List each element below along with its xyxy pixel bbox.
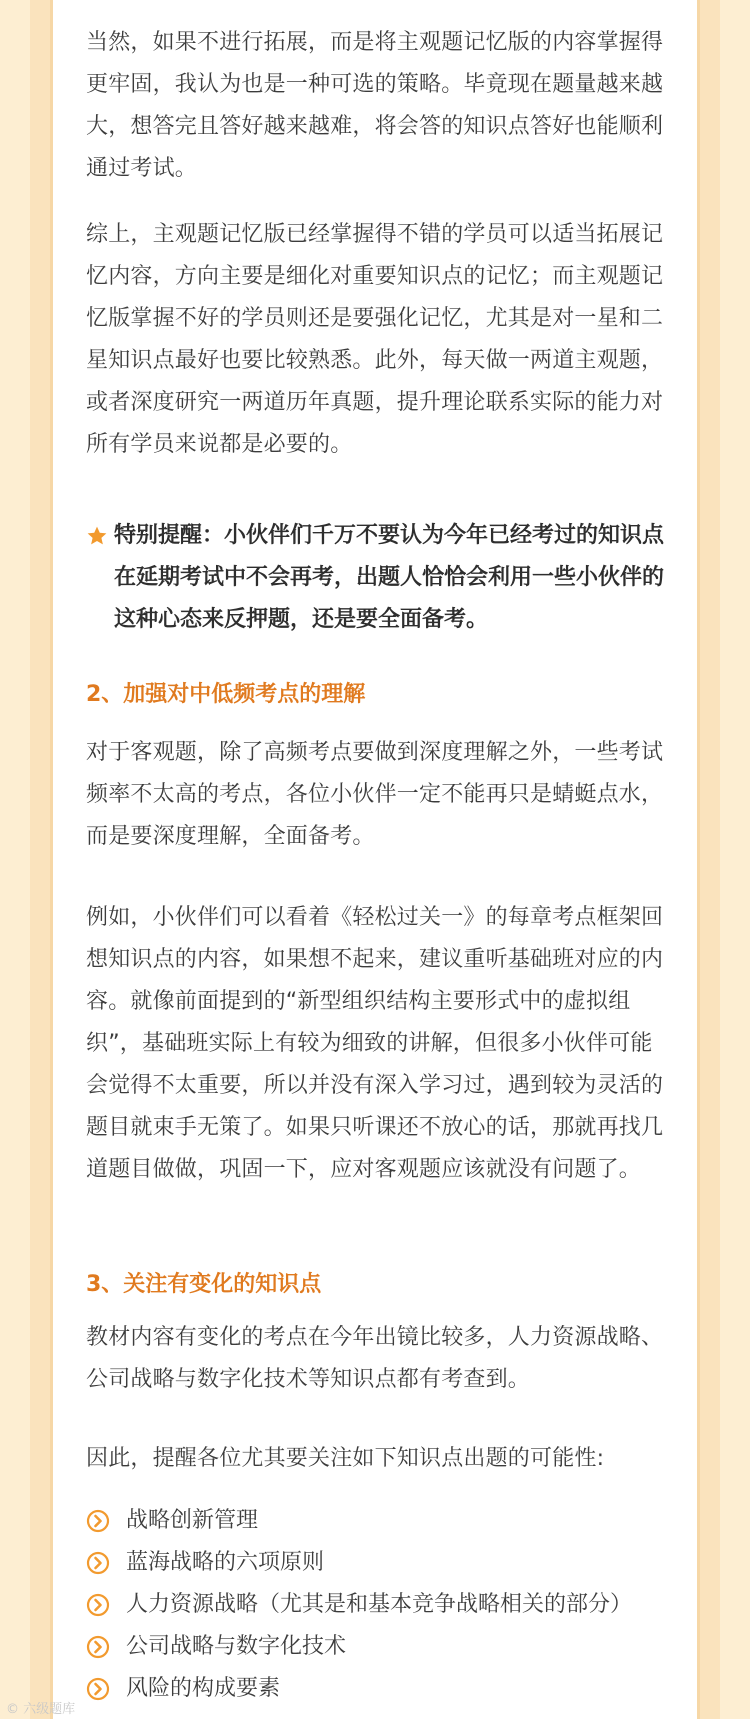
- callout-body: 小伙伴们千万不要认为今年已经考过的知识点在延期考试中不会再考，出题人恰恰会利用一些小伙伴的这种心态来反押题，还是要全面备考。: [114, 523, 665, 632]
- list-item-label: 蓝海战略的六项原则: [126, 1550, 325, 1575]
- right-border-line: [697, 0, 700, 1719]
- section-heading-3: 3、关注有变化的知识点: [86, 1272, 322, 1297]
- list-item: [86, 1584, 676, 1626]
- knowledge-point-list: [86, 1500, 676, 1710]
- star-icon: [86, 525, 108, 547]
- paragraph-example: 例如，小伙伴们可以看着《轻松过关一》的每章考点框架回想知识点的内容，如果想不起来，建议重听基础班对应的内容。就像前面提到的“新型组织结构主要形式中的虚拟组织”，基础班实际上有较为细致的讲解，但很多小伙伴可能会觉得不太重要，所以并没有深入学习过，遇到较为灵活的题目就束手无策了。如果只听课还不放心的话，那就再找几道题目做做，巩固一下，应对客观题应该就没有问题了。: [86, 905, 664, 1182]
- right-border-strip: [698, 0, 720, 1719]
- list-item-label: 风险的构成要素: [126, 1676, 281, 1701]
- paragraph-strategy: 当然，如果不进行拓展，而是将主观题记忆版的内容掌握得更牢固，我认为也是一种可选的策略。毕竟现在题量越来越大，想答完且答好越来越难，将会答的知识点答好也能顺利通过考试。: [86, 30, 664, 181]
- paragraph-reminder: 因此，提醒各位尤其要关注如下知识点出题的可能性:: [86, 1446, 605, 1471]
- list-item: [86, 1500, 676, 1542]
- section-heading-2: 2、加强对中低频考点的理解: [86, 682, 366, 707]
- callout-label: 特别提醒：: [114, 523, 225, 548]
- chevron-circle-icon: [86, 1551, 110, 1575]
- paragraph-objective: 对于客观题，除了高频考点要做到深度理解之外，一些考试频率不太高的考点，各位小伙伴一定不能再只是蜻蜓点水，而是要深度理解，全面备考。: [86, 740, 664, 849]
- list-item-label: 战略创新管理: [126, 1508, 259, 1533]
- chevron-circle-icon: [86, 1635, 110, 1659]
- list-item: [86, 1542, 676, 1584]
- list-item: [86, 1668, 676, 1710]
- chevron-circle-icon: [86, 1593, 110, 1617]
- chevron-circle-icon: [86, 1677, 110, 1701]
- list-item-label: 人力资源战略（尤其是和基本竞争战略相关的部分）: [126, 1592, 633, 1617]
- callout-text: [114, 515, 674, 641]
- chevron-circle-icon: [86, 1509, 110, 1533]
- list-item-label: 公司战略与数字化技术: [126, 1634, 347, 1659]
- paragraph-changes: 教材内容有变化的考点在今年出镜比较多，人力资源战略、公司战略与数字化技术等知识点都有考查到。: [86, 1325, 664, 1392]
- list-item: [86, 1626, 676, 1668]
- paragraph-summary: 综上，主观题记忆版已经掌握得不错的学员可以适当拓展记忆内容，方向主要是细化对重要知识点的记忆；而主观题记忆版掌握不好的学员则还是要强化记忆，尤其是对一星和二星知识点最好也要比较熟悉。此外，每天做一两道主观题，或者深度研究一两道历年真题，提升理论联系实际的能力对所有学员来说都是必要的。: [86, 222, 664, 457]
- watermark: © 六级题库: [6, 1702, 76, 1717]
- left-border-strip: [30, 0, 52, 1719]
